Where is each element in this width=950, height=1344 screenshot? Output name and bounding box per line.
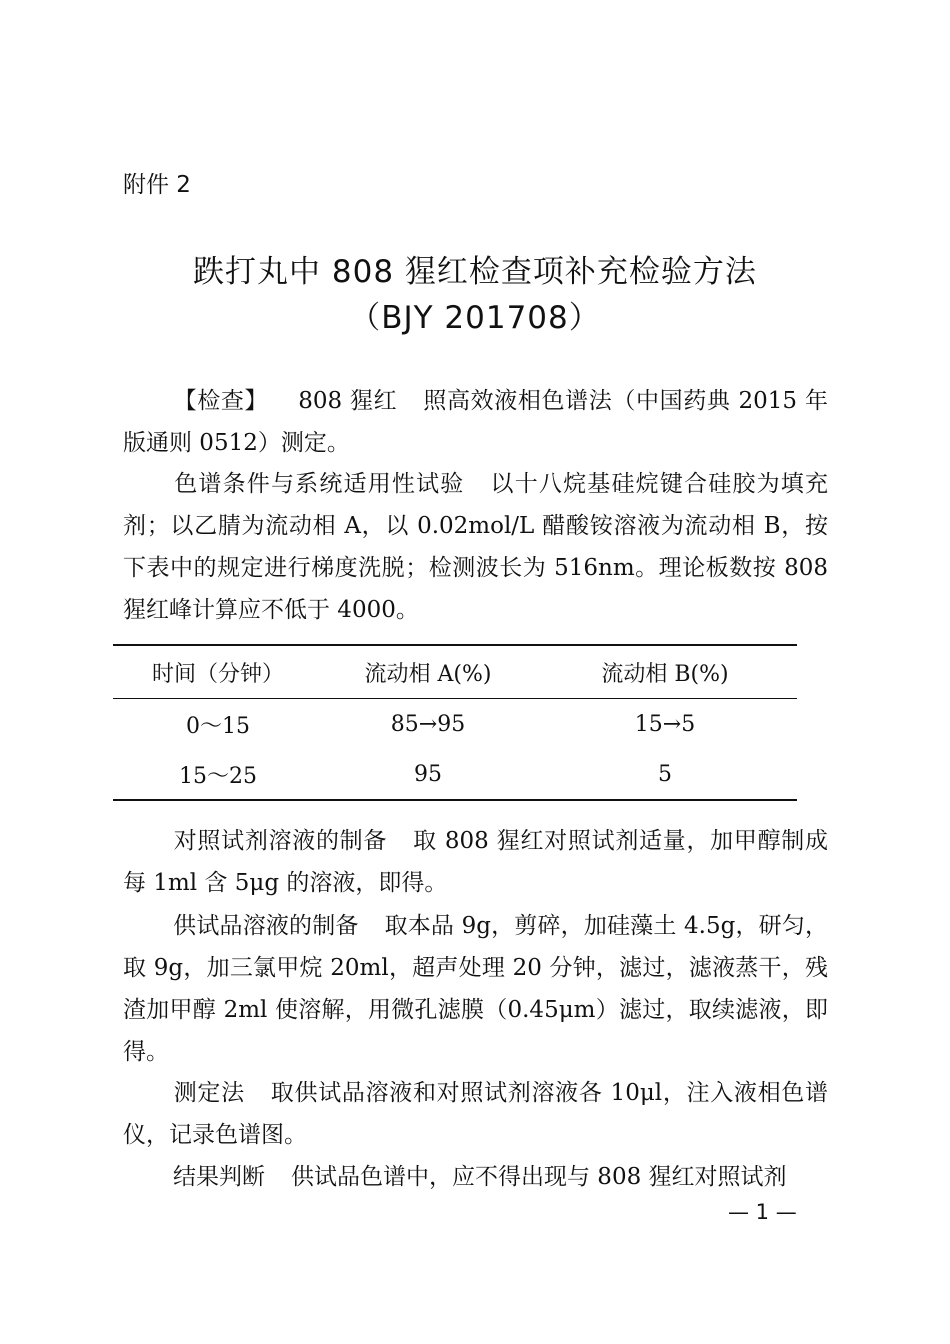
- paragraph-text: 取供试品溶液和对照试剂溶液各 10μl，注入液相色谱仪，记录色谱图。: [123, 1080, 829, 1148]
- column-header-phase-a: 流动相 A(%): [364, 661, 492, 687]
- table-cell: 95: [414, 761, 442, 787]
- table-header-row: [113, 645, 797, 699]
- paragraph-text: 以十八烷基硅烷键合硅胶为填充剂；以乙腈为流动相 A，以 0.02mol/L 醋酸铵溶液为流动相 B，按下表中的规定进行梯度洗脱；检测波长为 516nm。理论板数按 808 猩红峰计算应不低于 4000。: [123, 471, 828, 623]
- table-row: [113, 699, 797, 750]
- paragraph-chromatography: [123, 463, 828, 631]
- table-cell: 85→95: [390, 711, 466, 737]
- paragraph-result: [123, 1156, 828, 1198]
- page-number: — 1 —: [728, 1200, 797, 1224]
- section-label: 【检查】: [173, 388, 269, 414]
- gradient-table: [113, 644, 797, 801]
- table-cell: 0～15: [186, 713, 250, 739]
- paragraph-text: 照高效液相色谱法（中国药典 2015 年版通则 0512）测定。: [123, 388, 829, 456]
- table-cell: 15→5: [634, 711, 696, 737]
- column-header-time: 时间（分钟）: [151, 661, 284, 687]
- item-label: 808 猩红: [298, 388, 398, 414]
- table-cell: 5: [658, 761, 672, 787]
- section-label: 色谱条件与系统适用性试验: [173, 471, 465, 497]
- paragraph-inspection: [123, 380, 828, 464]
- document-title: 跌打丸中 808 猩红检查项补充检验方法: [193, 254, 757, 290]
- section-label: 对照试剂溶液的制备: [173, 828, 388, 854]
- attachment-label: 附件 2: [123, 172, 191, 198]
- table-cell: 15～25: [179, 763, 257, 789]
- table-row: [113, 749, 797, 800]
- column-header-phase-b: 流动相 B(%): [601, 661, 729, 687]
- section-label: 测定法: [173, 1080, 245, 1106]
- paragraph-procedure: [123, 1072, 828, 1156]
- paragraph-text: 取本品 9g，剪碎，加硅藻土 4.5g，研匀，取 9g，加三氯甲烷 20ml，超声处理 20 分钟，滤过，滤液蒸干，残渣加甲醇 2ml 使溶解，用微孔滤膜（0.45μm）滤过，取续滤液，即得。: [123, 913, 829, 1065]
- paragraph-test-solution: [123, 905, 828, 1073]
- paragraph-reference-solution: [123, 820, 828, 904]
- section-label: 结果判断: [173, 1164, 265, 1190]
- paragraph-text: 取 808 猩红对照试剂适量，加甲醇制成每 1ml 含 5μg 的溶液，即得。: [123, 828, 828, 896]
- document-code: （BJY 201708）: [349, 300, 601, 336]
- section-label: 供试品溶液的制备: [173, 913, 359, 939]
- paragraph-text: 供试品色谱中，应不得出现与 808 猩红对照试剂: [291, 1164, 787, 1190]
